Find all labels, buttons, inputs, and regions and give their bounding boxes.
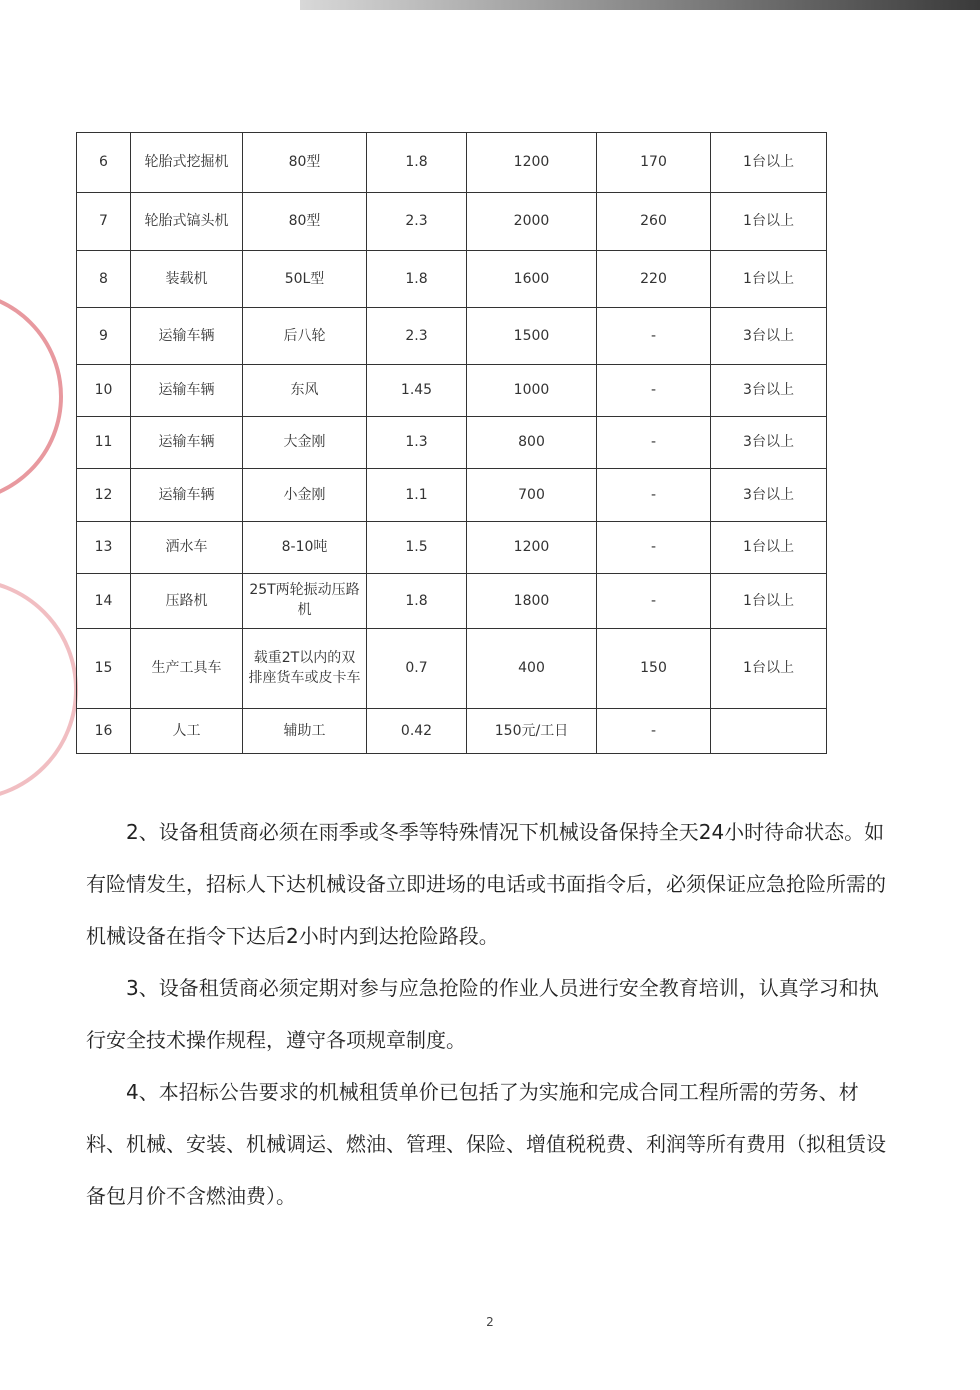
table-cell: 1台以上	[711, 629, 827, 709]
red-seal-stamp-lower	[0, 578, 78, 801]
table-cell: 轮胎式镐头机	[131, 193, 243, 251]
table-row	[77, 574, 827, 629]
table-cell: 0.7	[367, 629, 467, 709]
paragraph-3	[86, 962, 898, 1066]
equipment-table-body	[77, 133, 827, 754]
table-cell: -	[597, 417, 711, 469]
table-cell: -	[597, 308, 711, 365]
table-cell: 1.8	[367, 251, 467, 308]
table-cell: 1200	[467, 133, 597, 193]
table-cell: 1200	[467, 522, 597, 574]
table-row	[77, 251, 827, 308]
table-cell: 11	[77, 417, 131, 469]
table-cell: 1.3	[367, 417, 467, 469]
red-seal-stamp-upper	[0, 290, 63, 503]
table-cell: -	[597, 365, 711, 417]
table-row	[77, 133, 827, 193]
table-cell: 1台以上	[711, 133, 827, 193]
table-cell: 1500	[467, 308, 597, 365]
table-cell: -	[597, 522, 711, 574]
table-cell: 9	[77, 308, 131, 365]
table-cell: -	[597, 469, 711, 522]
table-cell: 运输车辆	[131, 417, 243, 469]
table-row	[77, 365, 827, 417]
table-cell: 1.8	[367, 574, 467, 629]
table-cell: 0.42	[367, 709, 467, 754]
paragraph-2	[86, 806, 898, 962]
table-cell: 13	[77, 522, 131, 574]
table-cell: -	[597, 574, 711, 629]
table-cell: 260	[597, 193, 711, 251]
table-cell: 东风	[243, 365, 367, 417]
table-cell: 8	[77, 251, 131, 308]
paragraph-4	[86, 1066, 898, 1222]
table-cell: 2.3	[367, 308, 467, 365]
table-row	[77, 469, 827, 522]
table-cell: 运输车辆	[131, 308, 243, 365]
table-cell: 洒水车	[131, 522, 243, 574]
table-cell: 大金刚	[243, 417, 367, 469]
table-cell: 小金刚	[243, 469, 367, 522]
table-cell: 1000	[467, 365, 597, 417]
table-cell: 1台以上	[711, 193, 827, 251]
table-cell: 1.45	[367, 365, 467, 417]
table-cell: 后八轮	[243, 308, 367, 365]
table-cell: 16	[77, 709, 131, 754]
table-cell: 1.5	[367, 522, 467, 574]
table-cell: 14	[77, 574, 131, 629]
table-cell: 12	[77, 469, 131, 522]
table-cell: 3台以上	[711, 308, 827, 365]
table-row	[77, 308, 827, 365]
equipment-table	[76, 132, 827, 754]
table-cell: 50L型	[243, 251, 367, 308]
table-row	[77, 629, 827, 709]
table-cell: 150元/工日	[467, 709, 597, 754]
table-row	[77, 522, 827, 574]
table-cell: 170	[597, 133, 711, 193]
table-cell: 8-10吨	[243, 522, 367, 574]
table-cell: 装载机	[131, 251, 243, 308]
table-cell: 25T两轮振动压路机	[243, 574, 367, 629]
table-cell: 3台以上	[711, 417, 827, 469]
page-number: 2	[486, 1315, 494, 1329]
table-cell: 运输车辆	[131, 469, 243, 522]
table-cell: 2000	[467, 193, 597, 251]
table-cell: 载重2T以内的双排座货车或皮卡车	[243, 629, 367, 709]
scan-top-edge	[300, 0, 980, 10]
table-cell: 轮胎式挖掘机	[131, 133, 243, 193]
table-cell: 1600	[467, 251, 597, 308]
table-cell: 辅助工	[243, 709, 367, 754]
table-cell: 1800	[467, 574, 597, 629]
table-cell: 400	[467, 629, 597, 709]
paragraph-3-text: 3、设备租赁商必须定期对参与应急抢险的作业人员进行安全教育培训，认真学习和执行安全技术操作规程，遵守各项规章制度。	[86, 976, 879, 1052]
table-row	[77, 417, 827, 469]
table-cell: -	[597, 709, 711, 754]
paragraph-2-text: 2、设备租赁商必须在雨季或冬季等特殊情况下机械设备保持全天24小时待命状态。如有险情发生，招标人下达机械设备立即进场的电话或书面指令后，必须保证应急抢险所需的机械设备在指令下达后2小时内到达抢险路段。	[86, 820, 886, 948]
table-cell: 15	[77, 629, 131, 709]
table-cell: 1台以上	[711, 574, 827, 629]
table-cell: 生产工具车	[131, 629, 243, 709]
table-cell: 80型	[243, 133, 367, 193]
table-cell: 1台以上	[711, 522, 827, 574]
paragraph-4-text: 4、本招标公告要求的机械租赁单价已包括了为实施和完成合同工程所需的劳务、材料、机械、安装、机械调运、燃油、管理、保险、增值税税费、利润等所有费用（拟租赁设备包月价不含燃油费）。	[86, 1080, 886, 1208]
table-cell: 1台以上	[711, 251, 827, 308]
table-cell: 3台以上	[711, 365, 827, 417]
table-cell: 1.1	[367, 469, 467, 522]
table-row	[77, 193, 827, 251]
table-cell: 150	[597, 629, 711, 709]
table-cell	[711, 709, 827, 754]
table-cell: 10	[77, 365, 131, 417]
table-cell: 80型	[243, 193, 367, 251]
table-cell: 800	[467, 417, 597, 469]
table-cell: 2.3	[367, 193, 467, 251]
table-row	[77, 709, 827, 754]
table-cell: 压路机	[131, 574, 243, 629]
table-cell: 700	[467, 469, 597, 522]
table-cell: 运输车辆	[131, 365, 243, 417]
table-cell: 3台以上	[711, 469, 827, 522]
table-cell: 1.8	[367, 133, 467, 193]
table-cell: 220	[597, 251, 711, 308]
table-cell: 7	[77, 193, 131, 251]
table-cell: 6	[77, 133, 131, 193]
table-cell: 人工	[131, 709, 243, 754]
